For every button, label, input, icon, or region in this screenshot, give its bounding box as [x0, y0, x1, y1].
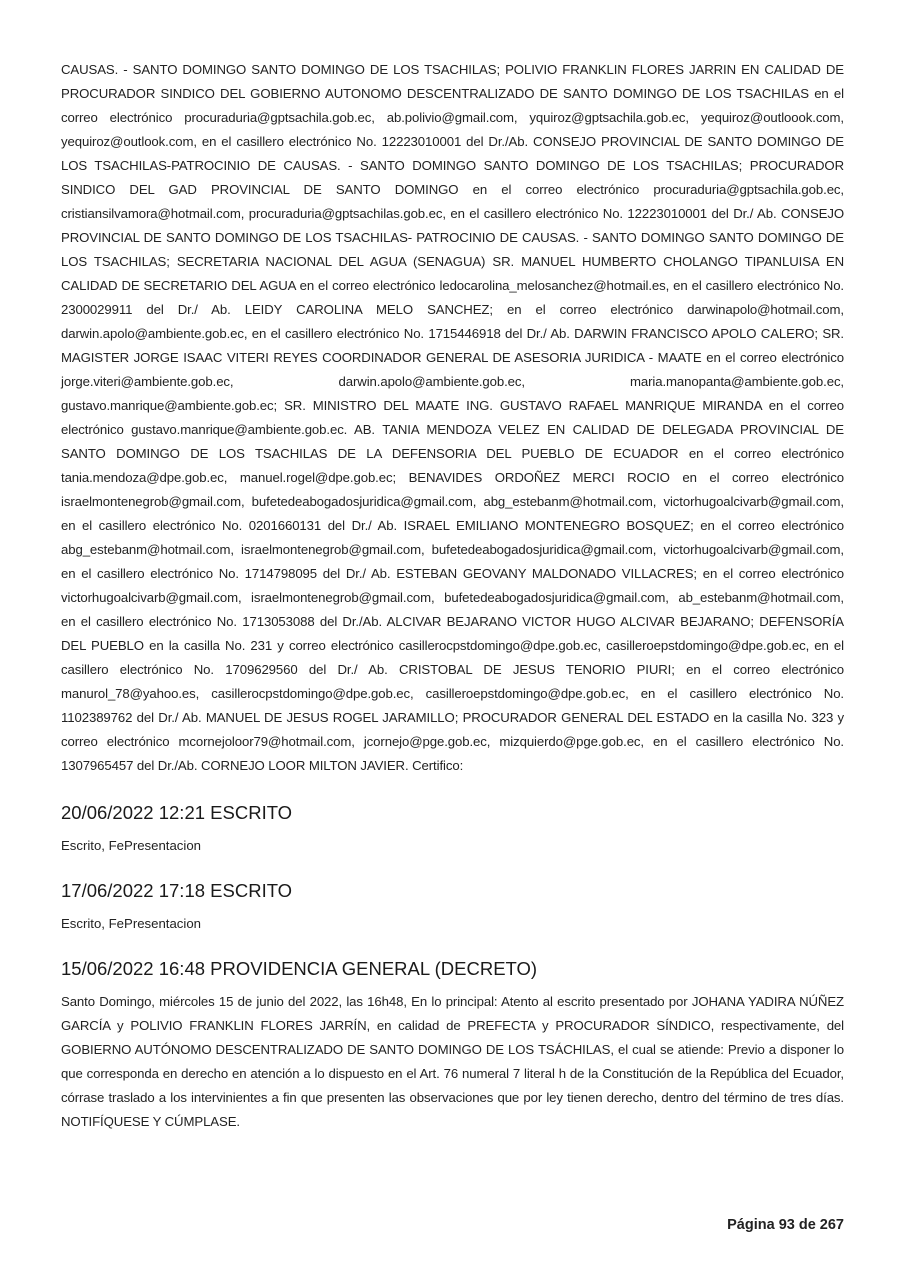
document-page [61, 58, 844, 1134]
entry-subtitle: Escrito, FePresentacion [61, 838, 201, 853]
entry-title: 20/06/2022 12:21 ESCRITO [61, 802, 293, 823]
page-number: Página 93 de 267 [727, 1217, 844, 1233]
intro-paragraph: CAUSAS. - SANTO DOMINGO SANTO DOMINGO DE LOS TSACHILAS; POLIVIO FRANKLIN FLORES JARRIN EN CALIDAD DE PROCURADOR SINDICO DEL GOBIERNO AUTONOMO DESCENTRALIZADO DE SANTO DOMINGO DE LOS TSACHILAS en el correo electrónico procuraduria@gptsachila.gob.ec, ab.polivio@gmail.com, yquiroz@gptsachila.gob.ec, yequiroz@outloook.com, yequiroz@outlook.com, en el casillero electrónico No. 12223010001 del Dr./Ab. CONSEJO PROVINCIAL DE SANTO DOMINGO DE LOS TSACHILAS-PATROCINIO DE CAUSAS. - SANTO DOMINGO SANTO DOMINGO DE LOS TSACHILAS; PROCURADOR SINDICO DEL GAD PROVINCIAL DE SANTO DOMINGO en el correo electrónico procuraduria@gptsachila.gob.ec, cristiansilvamora@hotmail.com, procuraduria@gptsachilas.gob.ec, en el casillero electrónico No. 12223010001 del Dr./ Ab. CONSEJO PROVINCIAL DE SANTO DOMINGO DE LOS TSACHILAS- PATROCINIO DE CAUSAS. - SANTO DOMINGO SANTO DOMINGO DE LOS TSACHILAS; SECRETARIA NACIONAL DEL AGUA (SENAGUA) SR. MANUEL HUMBERTO CHOLANGO TIPANLUISA EN CALIDAD DE SECRETARIO DEL AGUA en el correo electrónico ledocarolina_melosanchez@hotmail.es, en el casillero electrónico No. 2300029911 del Dr./ Ab. LEIDY CAROLINA MELO SANCHEZ; en el correo electrónico darwinapolo@hotmail.com, darwin.apolo@ambiente.gob.ec, en el casillero electrónico No. 1715446918 del Dr./ Ab. DARWIN FRANCISCO APOLO CALERO; SR. MAGISTER JORGE ISAAC VITERI REYES COORDINADOR GENERAL DE ASESORIA JURIDICA - MAATE en el correo electrónico jorge.viteri@ambiente.gob.ec, darwin.apolo@ambiente.gob.ec, maria.manopanta@ambiente.gob.ec, gustavo.manrique@ambiente.gob.ec; SR. MINISTRO DEL MAATE ING. GUSTAVO RAFAEL MANRIQUE MIRANDA en el correo electrónico gustavo.manrique@ambiente.gob.ec. AB. TANIA MENDOZA VELEZ EN CALIDAD DE DELEGADA PROVINCIAL DE SANTO DOMINGO DE LOS TSACHILAS DE LA DEFENSORIA DEL PUEBLO DE ECUADOR en el correo electrónico tania.mendoza@dpe.gob.ec, manuel.rogel@dpe.gob.ec; BENAVIDES ORDOÑEZ MERCI ROCIO en el correo electrónico israelmontenegrob@gmail.com, bufetedeabogadosjuridica@gmail.com, abg_estebanm@hotmail.com, victorhugoalcivarb@gmail.com, en el casillero electrónico No. 0201660131 del Dr./ Ab. ISRAEL EMILIANO MONTENEGRO BOSQUEZ; en el correo electrónico abg_estebanm@hotmail.com, israelmontenegrob@gmail.com, bufetedeabogadosjuridica@gmail.com, victorhugoalcivarb@gmail.com, en el casillero electrónico No. 1714798095 del Dr./ Ab. ESTEBAN GEOVANY MALDONADO VILLACRES; en el correo electrónico victorhugoalcivarb@gmail.com, israelmontenegrob@gmail.com, bufetedeabogadosjuridica@gmail.com, ab_estebanm@hotmail.com, en el casillero electrónico No. 1713053088 del Dr./Ab. ALCIVAR BEJARANO VICTOR HUGO ALCIVAR BEJARANO; DEFENSORÍA DEL PUEBLO en la casilla No. 231 y correo electrónico casillerocpstdomingo@dpe.gob.ec, casilleroepstdomingo@dpe.gob.ec, en el casillero electrónico No. 1709629560 del Dr./ Ab. CRISTOBAL DE JESUS TENORIO PIURI; en el correo electrónico manurol_78@yahoo.es, casillerocpstdomingo@dpe.gob.ec, casilleroepstdomingo@dpe.gob.ec, en el casillero electrónico No. 1102389762 del Dr./ Ab. MANUEL DE JESUS ROGEL JARAMILLO; PROCURADOR GENERAL DEL ESTADO en la casilla No. 323 y correo electrónico mcornejoloor79@hotmail.com, jcornejo@pge.gob.ec, mizquierdo@pge.gob.ec, en el casillero electrónico No. 1307965457 del Dr./Ab. CORNEJO LOOR MILTON JAVIER. Certifico: [61, 62, 844, 773]
entry-title: 15/06/2022 16:48 PROVIDENCIA GENERAL (DECRETO) [61, 958, 538, 979]
entry-subtitle: Escrito, FePresentacion [61, 916, 201, 931]
entry-title: 17/06/2022 17:18 ESCRITO [61, 880, 293, 901]
docket-entry [61, 957, 844, 1134]
entry-body: Santo Domingo, miércoles 15 de junio del 2022, las 16h48, En lo principal: Atento al escrito presentado por JOHANA YADIRA NÚÑEZ GARCÍA y POLIVIO FRANKLIN FLORES JARRÍN, en calidad de PREFECTA y PROCURADOR SÍNDICO, respectivamente, del GOBIERNO AUTÓNOMO DESCENTRALIZADO DE SANTO DOMINGO DE LOS TSÁCHILAS, el cual se atiende: Previo a disponer lo que corresponda en derecho en atención a lo dispuesto en el Art. 76 numeral 7 literal h de la Constitución de la República del Ecuador, córrase traslado a los intervinientes a fin que presenten las observaciones que por ley tienen derecho, dentro del término de tres días. NOTIFÍQUESE Y CÚMPLASE. [61, 994, 844, 1129]
docket-entry [61, 879, 844, 934]
docket-entry [61, 801, 844, 856]
